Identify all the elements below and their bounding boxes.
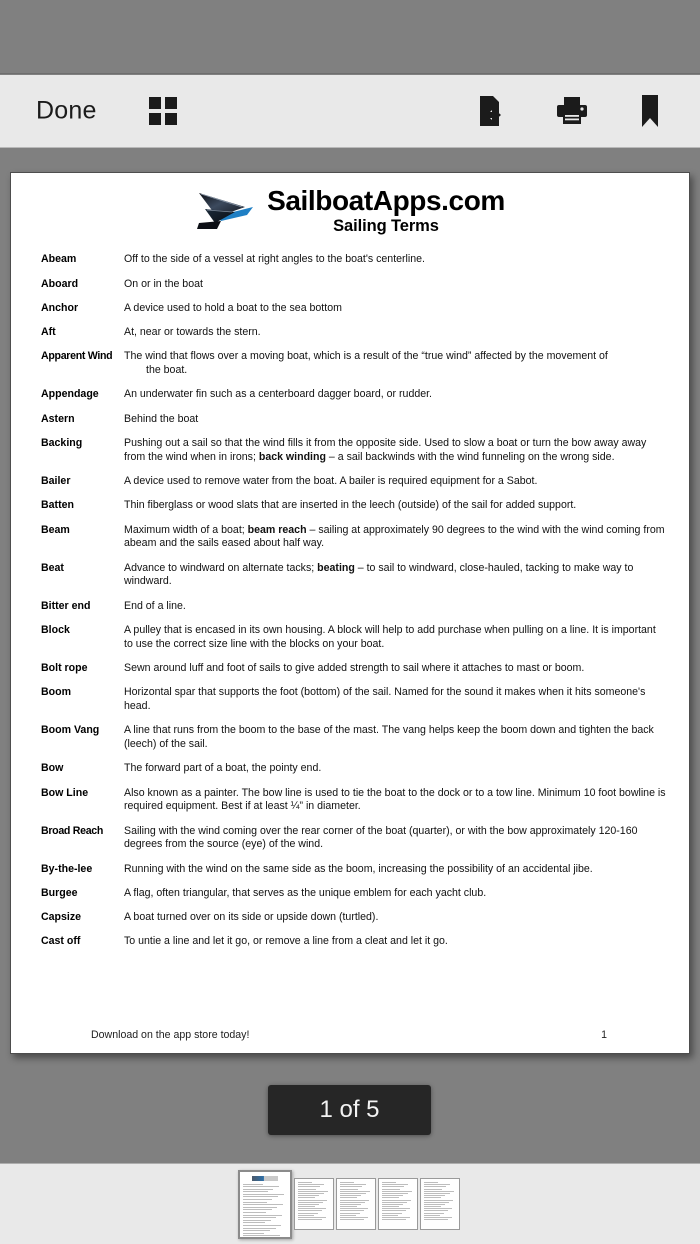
glossary-term: Bailer: [41, 475, 71, 488]
thumbnail-text-line: [424, 1191, 454, 1192]
thumbnail-text-line: [382, 1193, 408, 1194]
glossary-definition: Behind the boat: [124, 412, 199, 425]
thumbnail-text-line: [382, 1204, 403, 1205]
thumbnail-text-line: [424, 1186, 446, 1187]
thumbnail-preview: [240, 1172, 290, 1239]
glossary-row: [33, 686, 667, 714]
thumbnail-text-line: [382, 1206, 399, 1207]
thumbnail-page-4[interactable]: [378, 1178, 418, 1230]
glossary-term: Boom Vang: [41, 724, 100, 737]
glossary-definition: A boat turned over on its side or upside down (turtled).: [124, 911, 379, 924]
glossary-row: [33, 413, 667, 427]
glossary-term: Bolt rope: [41, 661, 88, 674]
glossary-definition: To untie a line and let it go, or remove a line from a cleat and let it go.: [124, 935, 448, 948]
print-icon[interactable]: [556, 96, 588, 126]
glossary-term: Capsize: [41, 911, 82, 924]
glossary-definition: The forward part of a boat, the pointy end.: [124, 762, 322, 775]
viewer-toolbar: [0, 75, 700, 148]
thumbnail-text-line: [424, 1200, 453, 1201]
thumbnail-text-line: [298, 1182, 312, 1183]
thumbnail-text-line: [243, 1191, 268, 1192]
glossary-definition: On or in the boat: [124, 277, 203, 290]
thumbnail-text-line: [340, 1189, 358, 1190]
thumbnail-logo-icon: [252, 1176, 278, 1181]
thumbnail-text-line: [382, 1200, 411, 1201]
glossary-definition: Maximum width of a boat; beam reach – sailing at approximately 90 degrees to the wind with the wind coming from abeam and the sails eased about half way.: [124, 523, 665, 550]
glossary-row: [33, 724, 667, 752]
document-logo-header: [33, 173, 667, 236]
glossary-term: Block: [41, 623, 70, 636]
thumbnail-text-line: [340, 1208, 368, 1209]
glossary-definition: An underwater fin such as a centerboard dagger board, or rudder.: [124, 388, 432, 401]
glossary-term: Bitter end: [41, 599, 91, 612]
thumbnail-text-line: [382, 1217, 410, 1218]
thumbnail-page-3[interactable]: [336, 1178, 376, 1230]
thumbnail-text-line: [382, 1197, 399, 1198]
thumbnail-text-line: [424, 1219, 448, 1220]
thumbnail-text-line: [298, 1204, 319, 1205]
thumbnail-text-line: [298, 1215, 314, 1216]
document-subtitle: Sailing Terms: [333, 217, 439, 236]
thumbnail-text-line: [340, 1184, 366, 1185]
thumbnail-text-line: [298, 1200, 327, 1201]
bookmark-icon[interactable]: [640, 94, 660, 128]
done-button[interactable]: Done: [36, 96, 97, 125]
thumbnail-text-line: [298, 1184, 324, 1185]
glossary-definition: Also known as a painter. The bow line is used to tie the boat to the dock or to a tow line. Minimum 10 foot bowline is required equipment. Best if at least ¼” in diameter.: [124, 786, 666, 813]
glossary-row: [33, 326, 667, 340]
glossary-term: Beat: [41, 561, 64, 574]
glossary-row: [33, 662, 667, 676]
glossary-row: [33, 253, 667, 267]
glossary-term: Aft: [41, 326, 56, 339]
glossary-row: [33, 825, 667, 853]
glossary-definition: A device used to hold a boat to the sea bottom: [124, 301, 342, 314]
thumbnail-preview: [421, 1179, 459, 1220]
thumbnail-text-line: [382, 1202, 407, 1203]
glossary-row: [33, 787, 667, 815]
thumbnail-text-line: [424, 1206, 441, 1207]
thumbnail-text-line: [243, 1186, 279, 1187]
thumbnail-text-line: [382, 1182, 396, 1183]
thumbnail-text-line: [243, 1199, 272, 1200]
thumbnail-text-line: [298, 1186, 320, 1187]
glossary-term: Aboard: [41, 277, 79, 290]
thumbnail-text-line: [243, 1212, 266, 1213]
thumbnail-text-line: [298, 1206, 315, 1207]
thumbnail-text-line: [243, 1204, 283, 1205]
thumbnail-text-line: [424, 1210, 448, 1211]
glossary-row: [33, 388, 667, 402]
footer-page-number: 1: [601, 1029, 607, 1041]
thumbnail-text-line: [243, 1230, 270, 1231]
glossary-definition: A line that runs from the boom to the base of the mast. The vang helps keep the boom down and tighten the back (leech) of the sail.: [124, 724, 654, 750]
glossary-row: [33, 863, 667, 877]
thumbnail-text-line: [298, 1195, 319, 1196]
glossary-row: [33, 624, 667, 652]
thumbnail-text-line: [243, 1217, 276, 1218]
document-page[interactable]: [10, 172, 690, 1054]
thumbnail-page-1[interactable]: [238, 1170, 292, 1239]
glossary-definition: Pushing out a sail so that the wind fills it from the opposite side. Used to slow a boat or turn the bow away away from the wind when in irons; back winding – a sail backwinds with the wind funneling on the wrong side.: [124, 437, 647, 463]
glossary-list: [33, 253, 667, 949]
thumbnail-text-line: [382, 1186, 404, 1187]
glossary-term: Cast off: [41, 935, 81, 948]
thumbnail-text-line: [340, 1215, 356, 1216]
glossary-term: Broad Reach: [41, 824, 104, 837]
thumbnail-text-line: [340, 1219, 364, 1220]
glossary-row: [33, 302, 667, 316]
footer-promo-text: Download on the app store today!: [91, 1029, 250, 1041]
thumbnail-text-line: [298, 1208, 326, 1209]
glossary-definition: A pulley that is encased in its own housing. A block will help to add purchase when pulling on a line. It is important to use the correct size line with the blocks on your boat.: [124, 623, 656, 650]
glossary-term: Boom: [41, 686, 72, 699]
glossary-row: [33, 475, 667, 489]
thumbnail-text-line: [424, 1213, 444, 1214]
thumbnail-text-line: [243, 1238, 275, 1239]
glossary-definition: The wind that flows over a moving boat, which is a result of the “true wind” affected by the movement of the boat.: [117, 350, 667, 378]
glossary-term: Anchor: [41, 301, 79, 314]
thumbnail-text-line: [298, 1210, 322, 1211]
thumbnail-text-line: [382, 1213, 402, 1214]
thumbnail-text-line: [243, 1207, 277, 1208]
thumbnail-text-line: [298, 1217, 326, 1218]
export-icon[interactable]: [478, 95, 506, 127]
thumbnail-text-line: [340, 1182, 354, 1183]
thumbnail-text-line: [382, 1191, 412, 1192]
glossary-term: Backing: [41, 437, 83, 450]
thumbnail-text-line: [243, 1189, 273, 1190]
glossary-term: Bow Line: [41, 786, 89, 799]
thumbnail-text-line: [340, 1217, 368, 1218]
thumbnail-preview: [295, 1179, 333, 1220]
thumbnail-text-line: [243, 1233, 264, 1234]
glossary-definition: Running with the wind on the same side as the boom, increasing the possibility of an accidental jibe.: [124, 862, 593, 875]
glossary-row: [33, 600, 667, 614]
thumbnail-text-line: [340, 1195, 361, 1196]
thumbnail-text-line: [424, 1208, 452, 1209]
thumbnail-text-line: [424, 1204, 445, 1205]
thumbnail-text-line: [298, 1193, 324, 1194]
glossary-term: Apparent Wind: [41, 350, 113, 363]
glossary-definition: Sewn around luff and foot of sails to give added strength to sail where it attaches to mast or boom.: [124, 661, 585, 674]
brand-name: SailboatApps.com: [267, 185, 505, 216]
glossary-term: Batten: [41, 499, 74, 512]
thumbnail-text-line: [298, 1213, 318, 1214]
thumbnail-text-line: [424, 1182, 438, 1183]
thumbnail-text-line: [340, 1197, 357, 1198]
thumbnail-text-line: [340, 1213, 360, 1214]
document-footer: [33, 1029, 667, 1041]
thumbnail-text-line: [340, 1193, 366, 1194]
glossary-row: [33, 350, 667, 378]
glossary-term: Bow: [41, 762, 64, 775]
thumbnail-text-line: [382, 1208, 410, 1209]
thumbnail-text-line: [243, 1215, 282, 1216]
thumbnail-text-line: [382, 1195, 403, 1196]
thumbnail-text-line: [298, 1197, 315, 1198]
thumbnail-text-line: [340, 1210, 364, 1211]
glossary-term: Beam: [41, 523, 70, 536]
thumbnail-text-line: [243, 1209, 272, 1210]
glossary-term: Burgee: [41, 886, 78, 899]
thumbnail-text-line: [243, 1220, 271, 1221]
thumbnail-text-line: [298, 1202, 323, 1203]
glossary-term: Abeam: [41, 253, 77, 266]
glossary-definition: At, near or towards the stern.: [124, 326, 261, 339]
glossary-row: [33, 437, 667, 465]
glossary-definition: Thin fiberglass or wood slats that are inserted in the leech (outside) of the sail for added support.: [124, 499, 577, 512]
glossary-row: [33, 762, 667, 776]
thumbnail-text-line: [243, 1222, 265, 1223]
thumbnail-text-line: [243, 1196, 278, 1197]
glossary-row: [33, 887, 667, 901]
thumbnail-text-line: [340, 1186, 362, 1187]
thumbnail-page-5[interactable]: [420, 1178, 460, 1230]
glossary-row: [33, 911, 667, 925]
thumbnail-text-line: [382, 1189, 400, 1190]
glossary-term: Astern: [41, 412, 75, 425]
thumbnail-text-line: [382, 1184, 408, 1185]
glossary-definition: Sailing with the wind coming over the rear corner of the boat (quarter), or with the bow approximately 120-160 degrees from the source (eye) of the wind.: [124, 824, 638, 851]
thumbnail-text-line: [243, 1225, 281, 1226]
thumbnail-text-line: [340, 1206, 357, 1207]
thumbnail-strip[interactable]: [0, 1163, 700, 1244]
glossary-definition: A flag, often triangular, that serves as the unique emblem for each yacht club.: [124, 886, 487, 899]
glossary-definition: Off to the side of a vessel at right angles to the boat's centerline.: [124, 253, 425, 266]
glossary-definition: Advance to windward on alternate tacks; beating – to sail to windward, close-hauled, tacking to make way to windward.: [124, 561, 634, 588]
thumbnail-text-line: [243, 1228, 276, 1229]
thumbnail-page-2[interactable]: [294, 1178, 334, 1230]
glossary-definition: End of a line.: [124, 599, 186, 612]
grid-thumbnails-icon[interactable]: [148, 96, 178, 126]
thumbnail-text-line: [340, 1204, 361, 1205]
glossary-row: [33, 499, 667, 513]
glossary-definition-continuation: the boat.: [146, 364, 188, 377]
page-indicator-label: 1 of 5: [319, 1096, 380, 1123]
thumbnail-text-line: [243, 1184, 263, 1185]
glossary-definition: A device used to remove water from the boat. A bailer is required equipment for a Sabot.: [124, 475, 538, 488]
thumbnail-text-line: [340, 1200, 369, 1201]
thumbnail-text-line: [424, 1189, 442, 1190]
page-indicator: [268, 1085, 431, 1135]
thumbnail-text-line: [382, 1215, 398, 1216]
status-bar-area: [0, 0, 700, 74]
thumbnail-preview: [379, 1179, 417, 1220]
glossary-row: [33, 935, 667, 949]
thumbnail-text-line: [298, 1189, 316, 1190]
thumbnail-preview: [337, 1179, 375, 1220]
sailboat-logo-icon: [195, 187, 257, 235]
thumbnail-text-line: [243, 1202, 267, 1203]
glossary-term: Appendage: [41, 388, 99, 401]
thumbnail-text-line: [340, 1191, 370, 1192]
thumbnail-text-line: [424, 1202, 449, 1203]
thumbnail-text-line: [424, 1193, 450, 1194]
thumbnail-text-line: [298, 1191, 328, 1192]
thumbnail-text-line: [424, 1215, 440, 1216]
thumbnail-text-line: [424, 1217, 452, 1218]
thumbnail-text-line: [424, 1197, 441, 1198]
thumbnail-text-line: [243, 1235, 280, 1236]
thumbnail-text-line: [424, 1184, 450, 1185]
thumbnail-text-line: [424, 1195, 445, 1196]
glossary-term: By-the-lee: [41, 862, 93, 875]
thumbnail-text-line: [382, 1219, 406, 1220]
thumbnail-text-line: [298, 1219, 322, 1220]
thumbnail-text-line: [382, 1210, 406, 1211]
thumbnail-text-line: [243, 1194, 284, 1195]
thumbnail-text-line: [340, 1202, 365, 1203]
glossary-row: [33, 278, 667, 292]
glossary-row: [33, 524, 667, 552]
glossary-definition: Horizontal spar that supports the foot (bottom) of the sail. Named for the sound it makes when it hits someone's head.: [124, 686, 646, 712]
glossary-row: [33, 562, 667, 590]
